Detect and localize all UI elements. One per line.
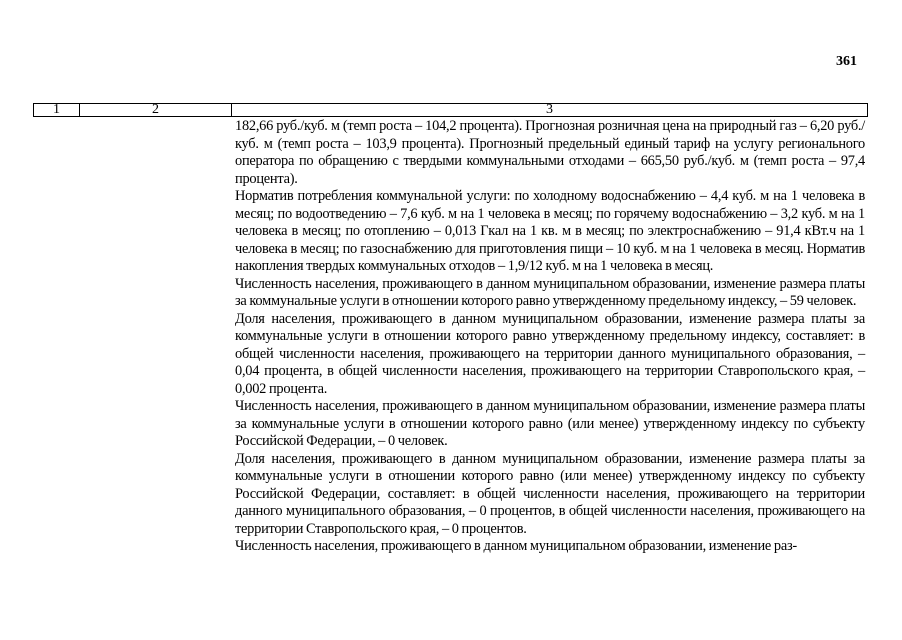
table-header-col-3: 3 [546, 102, 553, 117]
paragraph-population-count-region-index: Численность населения, проживающего в данном муниципальном образовании, изменение размера платы за коммунальные услуги в отношении которого равно (или менее) утвержденному индексу по субъекту Российской Федерации, – 0 человек. [235, 398, 865, 449]
page-number: 361 [836, 54, 857, 69]
paragraph-tariffs: 182,66 руб./куб. м (темп роста – 104,2 процента). Прогнозная розничная цена на природный газ – 6,20 руб./куб. м (темп роста – 103,9 процента). Прогнозный предельный единый тариф на услугу регионального оператора по обращению с твердыми коммунальными отходами – 665,50 руб./куб. м (темп роста – 97,4 процента). [235, 118, 865, 187]
paragraph-population-share-limit-index: Доля населения, проживающего в данном муниципальном образовании, изменение размера платы за коммунальные услуги в отношении которого равно утвержденному предельному индексу, составляет: в общей численности населения, проживающего на территории данного муниципального образования, – 0,04 процента, в общей численности населения, проживающего на территории Ставропольского края, – 0,002 процента. [235, 310, 865, 397]
table-header-row [33, 103, 868, 117]
table-header-col-2: 2 [80, 104, 232, 116]
table-cell-content [235, 118, 865, 556]
paragraph-consumption-norms: Норматив потребления коммунальной услуги: по холодному водоснабжению – 4,4 куб. м на 1 человека в месяц; по водоотведению – 7,6 куб. м на 1 человека в месяц; по горячему водоснабжению – 3,2 куб. м на 1 человека в месяц; по отоплению – 0,013 Гкал на 1 кв. м в месяц; по электроснабжению – 91,4 кВт.ч на 1 человека в месяц; по газоснабжению для приготовления пищи – 10 куб. м на 1 человека в месяц. Норматив накопления твердых коммунальных отходов – 1,9/12 куб. м на 1 человека в месяц. [235, 188, 865, 274]
paragraph-population-count-limit-index: Численность населения, проживающего в данном муниципальном образовании, изменение размера платы за коммунальные услуги в отношении которого равно утвержденному предельному индексу, – 59 человек. [235, 275, 865, 309]
paragraph-population-share-region-index: Доля населения, проживающего в данном муниципальном образовании, изменение размера платы за коммунальные услуги в отношении которого равно (или менее) утвержденному индексу по субъекту Российской Федерации, составляет: в общей численности населения, проживающего на территории данного муниципального образования, – 0 процентов, в общей численности населения, проживающего на территории Ставропольского края, – 0 процентов. [235, 450, 865, 537]
table-header-col-1: 1 [34, 104, 80, 116]
paragraph-continuation: Численность населения, проживающего в данном муниципальном образовании, изменение раз- [235, 538, 797, 554]
